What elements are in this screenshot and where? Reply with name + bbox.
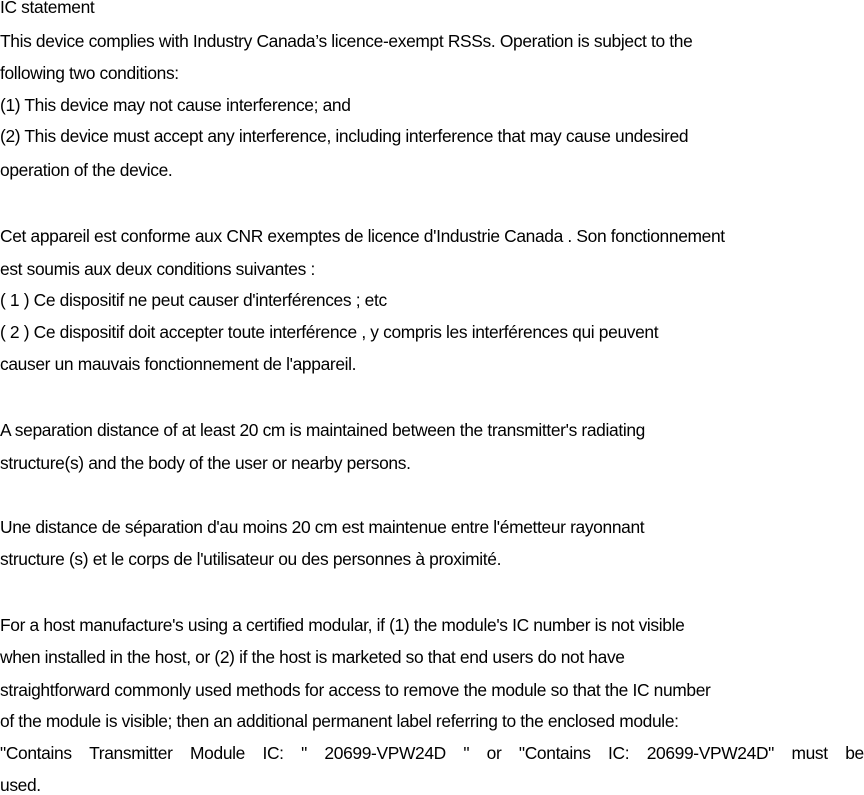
rf-en-line-1: A separation distance of at least 20 cm is maintained between the transmitter's radiating xyxy=(0,420,645,440)
host-line-5-word: be xyxy=(845,743,864,763)
rf-fr-line-2: structure (s) et le corps de l'utilisateur ou des personnes à proximité. xyxy=(0,549,502,569)
ic-en-line-2: following two conditions: xyxy=(0,63,179,83)
host-line-5-word: " xyxy=(301,743,307,763)
ic-en-line-5: operation of the device. xyxy=(0,160,173,180)
ic-fr-line-2: est soumis aux deux conditions suivantes : xyxy=(0,259,315,279)
host-line-6: used. xyxy=(0,775,41,795)
ic-en-line-1: This device complies with Industry Canada’s licence-exempt RSSs. Operation is subject to the xyxy=(0,31,693,51)
host-line-5-word: " xyxy=(463,743,470,763)
rf-en-line-2: structure(s) and the body of the user or nearby persons. xyxy=(0,453,411,473)
ic-en-line-3: (1) This device may not cause interference; and xyxy=(0,95,351,115)
host-line-4: of the module is visible; then an additional permanent label referring to the enclosed module: xyxy=(0,711,679,731)
ic-en-line-4: (2) This device must accept any interference, including interference that may cause undesired xyxy=(0,126,689,146)
host-line-5-word: must xyxy=(791,743,828,763)
host-line-5-word: IC: xyxy=(262,743,284,763)
host-line-5-word: "Contains xyxy=(0,743,72,763)
host-line-5-word: or xyxy=(486,743,502,763)
host-line-5-word: "Contains xyxy=(518,743,591,763)
ic-fr-line-3: ( 1 ) Ce dispositif ne peut causer d'interférences ; etc xyxy=(0,290,387,310)
host-line-5-word: 20699-VPW24D" xyxy=(646,743,774,763)
host-line-2: when installed in the host, or (2) if the host is marketed so that end users do not have xyxy=(0,647,625,667)
host-line-5 xyxy=(0,743,864,763)
host-line-1: For a host manufacture's using a certified modular, if (1) the module's IC number is not visible xyxy=(0,615,685,635)
ic-fr-line-4: ( 2 ) Ce dispositif doit accepter toute interférence , y compris les interférences qui peuvent xyxy=(0,322,659,342)
ic-fr-line-5: causer un mauvais fonctionnement de l'appareil. xyxy=(0,354,357,374)
host-line-5-word: Transmitter xyxy=(89,743,173,763)
rf-fr-line-1: Une distance de séparation d'au moins 20 cm est maintenue entre l'émetteur rayonnant xyxy=(0,517,645,537)
host-line-5-word: IC: xyxy=(608,743,630,763)
ic-fr-line-1: Cet appareil est conforme aux CNR exemptes de licence d'Industrie Canada . Son fonctionnement xyxy=(0,226,725,246)
host-line-5-word: 20699-VPW24D xyxy=(324,743,446,763)
host-line-5-word: Module xyxy=(190,743,245,763)
host-line-3: straightforward commonly used methods for access to remove the module so that the IC number xyxy=(0,680,711,700)
heading-ic-statement: IC statement xyxy=(0,0,95,17)
